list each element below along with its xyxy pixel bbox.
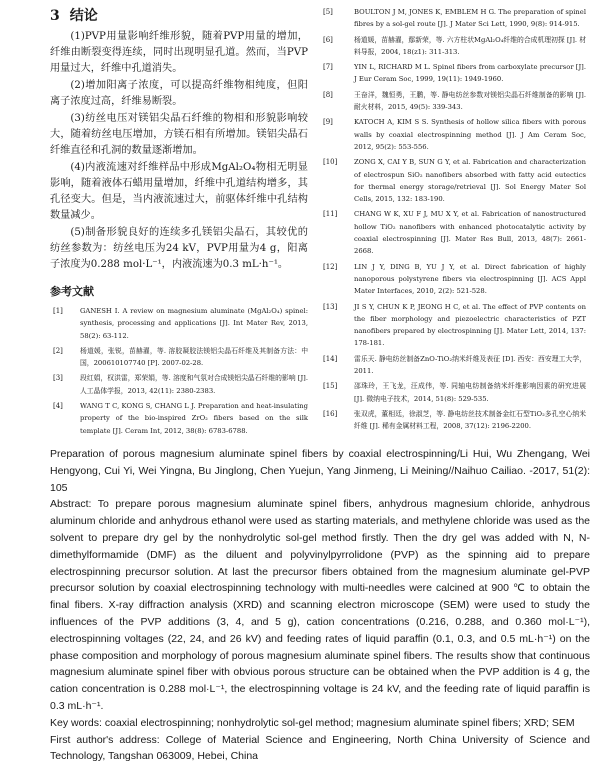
section-number: 3 bbox=[50, 8, 60, 24]
reference-number: [11] bbox=[323, 210, 338, 219]
reference-item bbox=[320, 156, 586, 205]
left-column bbox=[50, 6, 308, 440]
reference-number: [8] bbox=[323, 90, 333, 99]
reference-text: CHANG W K, XU F J, MU X Y, et al. Fabrication of nanostructured hollow TiO₂ nanofibers with enhanced photocatalytic activity by coaxial electrospinning [J]. Mater Res Bull, 2013, 48(7): 2661-2668. bbox=[354, 210, 586, 256]
conclusion-paragraph: (3)纺丝电压对镁铝尖晶石纤维的物相和形貌影响较大，随着纺丝电压增加，方镁石相有所增加。镁铝尖晶石纤维直径和孔洞的数量逐渐增加。 bbox=[50, 113, 308, 156]
section-title: 结论 bbox=[69, 8, 98, 24]
reference-number: [14] bbox=[323, 354, 338, 363]
reference-item bbox=[50, 305, 308, 342]
reference-text: GANESH I. A review on magnesium aluminate (MgAl₂O₄) spinel: synthesis, processing and applications [J]. Int Mater Rev, 2013, 58(2): 63-112. bbox=[80, 307, 308, 340]
reference-item bbox=[320, 89, 586, 114]
first-author-address: First author's address: College of Material Science and Engineering, North China University of Science and Technology, Tangshan 063009, Hebei, China bbox=[50, 733, 590, 763]
reference-number: [15] bbox=[323, 382, 338, 391]
reference-text: 杨道媛，苗赫濯，鄢新荣，等. 六方柱状MgAl₂O₄纤维的合成机理初探 [J]. 材料导报，2004, 18(z1): 311-313. bbox=[354, 35, 586, 56]
reference-number: [10] bbox=[323, 158, 338, 167]
reference-number: [1] bbox=[53, 307, 63, 315]
reference-text: YIN L, RICHARD M L. Spinel fibers from carboxylate precursor [J]. J Eur Ceram Soc, 1999, 19(11): 1949-1960. bbox=[354, 63, 586, 84]
english-abstract: Abstract: To prepare porous magnesium aluminate spinel fibers, anhydrous magnesium chloride, anhydrous aluminum chloride and anhydrous ethanol were used as starting materials, and methylene chloride was used as the solvent to prepare dry gel by the nonhydrolytic sol-gel method firstly. Then the dry gel was added with N, N-dimethylformamide (DMF) as the diluent and polyvinylpyrrolidone (PVP) as the spinning aid to prepare electrospinning precursor solution. At last the precursor fibers obtained from the magnesium aluminate gel-PVP precursor solution by coaxial electrospinning technology with multi-needles were calcined at 900 ℃ to obtain the final fibers. X-ray diffraction analysis (XRD) and scanning electron microscope (SEM) were used to study the influences of the PVP additions (3, 4, and 5 g), cation concentrations (0.216, 0.288, and 0.360 mol·L⁻¹), electrospinning voltages (22, 24, and 26 kV) and feeding rates of liquid paraffin (0.1, 0.3, and 0.5 mL·h⁻¹) on the phase composition and morphology of porous magnesium aluminate spinel fibers. The results show that continuous magnesium aluminate spinel fiber with obvious porous structure can be obtained when the PVP addition is 4 g, the cation concentration is 0.288 mol·L⁻¹, the electrospinning voltage is 24 kV, and the feeding rate of liquid paraffin is 0.3 mL·h⁻¹. bbox=[50, 498, 590, 712]
reference-number: [3] bbox=[53, 374, 63, 383]
reference-item bbox=[320, 208, 586, 257]
reference-number: [5] bbox=[323, 8, 333, 16]
reference-item bbox=[320, 408, 586, 433]
reference-number: [6] bbox=[323, 35, 333, 44]
reference-item bbox=[50, 400, 308, 437]
conclusion-paragraph: (5)制备形貌良好的连续多孔镁铝尖晶石，其较优的纺丝参数为：纺丝电压为24 kV，PVP用量为4 g，阳离子浓度为0.288 mol·L⁻¹，内液流速为0.3 mL·h⁻¹。 bbox=[50, 227, 308, 270]
reference-text: 邵珠玲，王飞龙，汪成伟，等. 同轴电纺制备纳米纤维影响因素的研究进展 [J]. 微纳电子技术，2014, 51(8): 529-535. bbox=[354, 382, 586, 403]
reference-item bbox=[320, 61, 586, 86]
conclusion-paragraph: (2)增加阳离子浓度，可以提高纤维物相纯度，但阳离子浓度过高，纤维易断裂。 bbox=[50, 80, 308, 107]
reference-text: 王奋洋，魏恒勇，王鹏，等. 静电纺丝参数对镁铝尖晶石纤维制备的影响 [J]. 耐火材料，2015, 49(5): 339-343. bbox=[354, 90, 586, 112]
reference-item bbox=[320, 301, 586, 350]
english-title-line: Preparation of porous magnesium aluminate spinel fibers by coaxial electrospinning/Li Hui, Wu Zhengang, Wei Hengyong, Cui Yi, Wei Yingna, Bu Jinglong, Chen Yuejun, Yang Jinmeng, Li Meining//Naihuo Cailiao. -2017, 51(2): 105 bbox=[50, 448, 590, 494]
reference-text: LIN J Y, DING B, YU J Y, et al. Direct fabrication of highly nanoporous polystyrene fibers via electrospinning [J]. ACS Appl Mater Interfaces, 2010, 2(2): 521-528. bbox=[354, 262, 586, 296]
references-heading: 参考文献 bbox=[50, 285, 94, 298]
right-column bbox=[320, 6, 586, 436]
reference-item bbox=[50, 372, 308, 397]
reference-item bbox=[320, 261, 586, 298]
conclusion-paragraph: (1)PVP用量影响纤维形貌，随着PVP用量的增加，纤维由断裂变得连续，同时出现明显孔道。然而，当PVP用量过大，纤维中孔道消失。 bbox=[50, 31, 308, 74]
reference-text: WANG T C, KONG S, CHANG L J. Preparation and heat-insulating property of the bio-inspired ZrO₂ fibers based on the silk template [J]. Ceram Int, 2012, 38(8): 6783-6788. bbox=[80, 402, 308, 435]
english-keywords: Key words: coaxial electrospinning; nonhydrolytic sol-gel method; magnesium aluminate spinel fibers; XRD; SEM bbox=[50, 716, 575, 729]
reference-text: JI S Y, CHUN K P, JEONG H C, et al. The effect of PVP contents on the fiber morphology and piezoelectric characteristics of PZT nanofibers prepared by electrospinning [J]. Mater Lett, 2014, 137: 178-181. bbox=[354, 302, 586, 348]
reference-number: [9] bbox=[323, 118, 333, 127]
reference-text: KATOCH A, KIM S S. Synthesis of hollow silica fibers with porous walls by coaxial electrospinning method [J]. J Am Ceram Soc, 2012, 95(2): 553-556. bbox=[354, 118, 586, 151]
reference-text: BOULTON J M, JONES K, EMBLEM H G. The preparation of spinel fibres by a sol-gel route [J]. J Mater Sci Lett, 1990, 9(8): 914-915. bbox=[354, 8, 586, 29]
conclusion-paragraph: (4)内液流速对纤维样品中形成MgAl₂O₄物相无明显影响，随着液体石蜡用量增加，纤维中孔道结构增多，其孔径变大。但是，当内液流速过大，前驱体纤维中孔结构数量减少。 bbox=[50, 162, 308, 221]
reference-text: 段红娟，权洪雷，郑荣娟，等. 溶度和气氛对合成镁铝尖晶石纤维的影响 [J]. 人工晶体学报，2013, 42(11): 2380-2383. bbox=[80, 374, 308, 395]
reference-number: [4] bbox=[53, 402, 63, 411]
reference-number: [12] bbox=[323, 262, 338, 271]
reference-text: 张双虎，董相廷，徐淑芝，等. 静电纺丝技术制备金红石型TiO₂多孔空心纳米纤维 [J]. 稀有金属材料工程，2008, 37(12): 2196-2200. bbox=[354, 409, 586, 431]
reference-item bbox=[320, 353, 586, 378]
reference-text: 杨道媛，张锐，苗赫濯，等. 溶胶凝胶法镁铝尖晶石纤维及其制备方法：中国，200610107740 [P]. 2007-02-28. bbox=[80, 346, 308, 368]
reference-number: [16] bbox=[323, 409, 338, 418]
reference-text: 雷乐天. 静电纺丝制备ZnO-TiO₂纳米纤维及表征 [D]. 西安：西安理工大学，2011. bbox=[354, 354, 586, 376]
reference-item bbox=[320, 116, 586, 153]
reference-item bbox=[320, 6, 586, 31]
reference-number: [7] bbox=[323, 63, 333, 72]
reference-item bbox=[50, 345, 308, 370]
section-heading bbox=[50, 6, 308, 26]
reference-number: [13] bbox=[323, 302, 338, 311]
reference-number: [2] bbox=[53, 346, 63, 355]
english-abstract-block bbox=[50, 446, 590, 765]
reference-text: ZONG X, CAI Y B, SUN G Y, et al. Fabrication and characterization of electrospun SiO₂ nanofibers absorbed with fatty acid eutectics for thermal energy storage/retrieval [J]. Sol Energy Mater Sol Cells, 2015, 132: 183-190. bbox=[354, 158, 586, 204]
reference-item bbox=[320, 380, 586, 405]
reference-item bbox=[320, 34, 586, 59]
